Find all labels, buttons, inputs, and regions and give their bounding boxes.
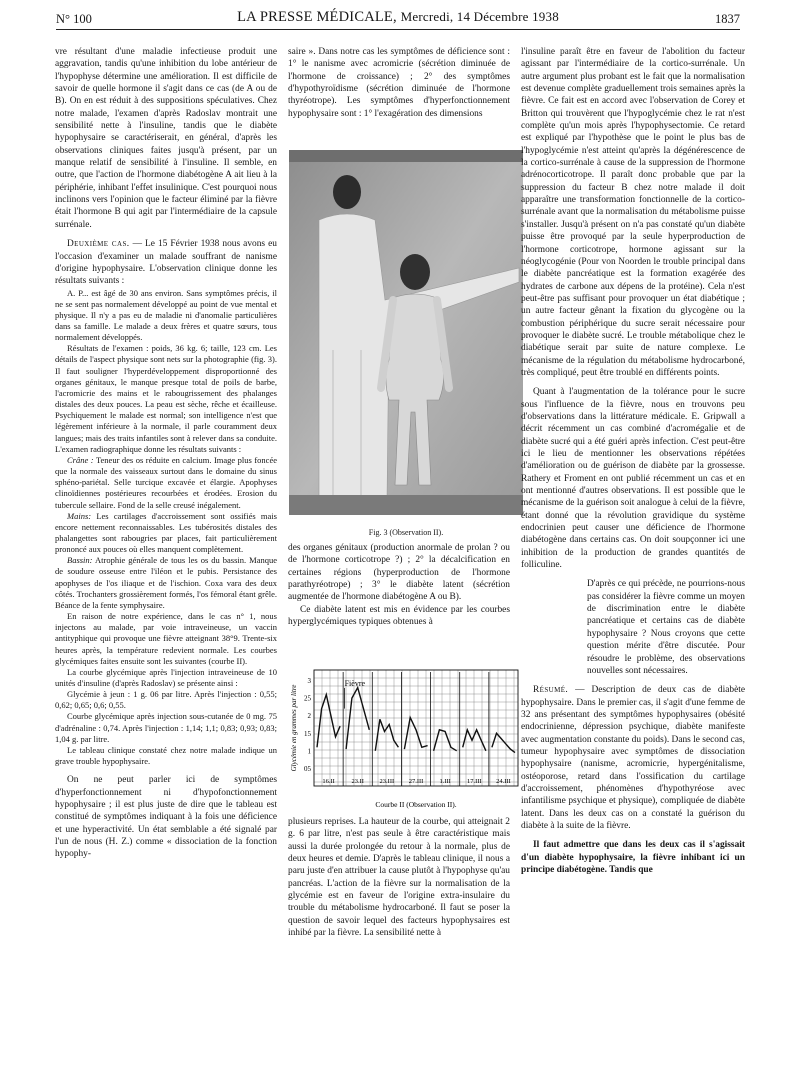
series-line — [375, 719, 398, 751]
paragraph: D'après ce qui précède, ne pourrions-nous pas considérer la fièvre comme un moyen de discrimination entre le diabète pancréatique et certains cas de diabète hypophysaire ? Nous croyons que cette question mérite d'être discutée. Pour résoudre le problème, des observations nouvelles sont nécessaires. — [587, 579, 745, 676]
y-tick-label: 3 — [307, 677, 311, 686]
label: Bassin: — [67, 555, 93, 566]
x-tick-label: 17.III — [466, 778, 482, 785]
issue-number: N° 100 — [56, 12, 92, 26]
paragraph: Glycémie à jeun : 1 g. 06 par litre. Après l'injection : 0,55; 0,62; 0,65; 0,6; 0,55. — [55, 689, 277, 711]
paragraph: des organes génitaux (production anormale de prolan ? ou de l'hormone corticotrope ?) ; 2° la décalcification en certaines régions (hyperproduction de l'hormone parathyréotrope) ; 3° le diabète latent (sécrétion augmentée de l'hormone diabétogène A ou B). — [288, 543, 510, 603]
glycemia-chart — [286, 664, 521, 811]
fever-annotation: Fièvre — [344, 678, 366, 688]
header-rule — [56, 29, 740, 30]
page-header — [56, 8, 740, 30]
label: Crâne : — [67, 454, 94, 465]
journal-title — [56, 9, 740, 26]
paragraph-text: Atrophie générale de tous les os du bassin. Manque de soudure osseuse entre l'iléon et le pubis. Persistance des apophyses de l'os iliaque et de l'ischion. Coxa vara des deux côtés. Trochanters grossièrement formés, l'os fémoral étant grêle. Béance de la fente symphysaire. — [55, 555, 277, 610]
paragraph-text: Teneur des os réduite en calcium. Image plus foncée que la normale des vaisseaux surtout dans le domaine du sinus sphéno-pariétal. Selle turcique excavée et élargie. Apophyses clinoïdiennes postérieures recourbées et érodées. Erosion du tubercule sellaire. Fond de la selle creusé inégalement. — [55, 454, 277, 510]
x-tick-label: 23.II — [351, 778, 364, 785]
paragraph — [55, 455, 277, 511]
y-tick-label: 1 — [307, 747, 311, 756]
column-left — [55, 46, 277, 861]
issue-date: Mercredi, 14 Décembre 1938 — [400, 9, 559, 24]
x-tick-label: 16.II — [322, 778, 335, 785]
x-tick-label: 23.III — [379, 778, 395, 785]
paragraph — [55, 511, 277, 556]
photo-placeholder — [289, 150, 523, 515]
series-line — [317, 695, 340, 748]
column-right — [521, 46, 745, 876]
paragraph: A. P... est âgé de 30 ans environ. Sans symptômes précis, il ne se sent pas normalement développé au point de vue mental et physique. Il n'y a pas eu de maladie ni d'anomalie particulières dans sa famille. Le malade a deux frères et quatre sœurs, tous normalement développés. — [55, 287, 277, 343]
journal-name: LA PRESSE MÉDICALE, — [237, 9, 397, 25]
case-heading: Deuxième cas. — [67, 239, 130, 250]
paragraph-text: Les cartilages d'accroissement sont ossifiés mais encore nettement reconnaissables. Les tubérosités distales des phalangettes sont rabougries par places, fait particulièrement prononcé aux pouces où elles manquent complètement. — [55, 510, 277, 555]
paragraph: Résultats de l'examen : poids, 36 kg. 6; taille, 123 cm. Les détails de l'aspect physique sont nets sur la photographie (fig. 3). Il faut souligner l'hyperdéveloppement disproportionné des organes génitaux, le manque presque total de poils de barbe, l'acromicrie des mains et le rabougrissement des phalanges distales des deux pouces. La peau est sèche, rêche et écailleuse. Psychiquement le malade est normal; son intelligence n'est que légèrement inférieure à la normale, il parle couramment deux langues; mais des traits infantiles sont à relever dans sa conduite. L'examen radiographique donne les résultats suivants : — [55, 343, 277, 454]
paragraph — [521, 684, 745, 832]
x-tick-label: 27.III — [408, 778, 424, 785]
paragraph: Il faut admettre que dans les deux cas il s'agissait d'un diabète hypophysaire, la fièvre inhibant ici un principe diabétogène. Tandis que — [521, 840, 745, 875]
chart-svg — [286, 664, 521, 811]
y-tick-label: 25 — [304, 694, 311, 703]
paragraph: Ce diabète latent est mis en évidence par les courbes hyperglycémiques typiques obtenues à — [288, 604, 510, 628]
x-tick-label: 1.III — [439, 778, 451, 785]
series-line — [404, 718, 427, 750]
paragraph-text: — Le 15 Février 1938 nous avons eu l'occasion d'examiner un malade souffrant de nanisme d'origine hypophysaire. L'observation clinique donne les résultats suivants : — [55, 239, 277, 287]
series-line — [434, 730, 457, 751]
y-tick-label: 15 — [304, 729, 311, 738]
y-tick-label: 2 — [307, 712, 311, 721]
paragraph: saire ». Dans notre cas les symptômes de déficience sont : 1° le nanisme avec acromicrie (sécrétion diminuée de l'hormone de croissance) ; 2° des symptômes d'hypothyroïdisme (sécrétion diminuée de l'hormone thyréotrope). Les symptômes d'hyperfonctionnement hypophysaire sont : 1° l'exagération des dimensions — [288, 47, 510, 119]
column-middle-center — [288, 542, 510, 628]
column-middle-top — [288, 46, 510, 120]
paragraph: Quant à l'augmentation de la tolérance pour le sucre sous l'influence de la fièvre, nous en trouvons peu d'observations dans la littérature médicale. E. Gripwall a décrit récemment un cas combiné d'acromégalie et de diabète sucré qui a été guéri après infection. C'est peut-être ici le lieu de mentionner les observations répétées d'amélioration ou de guérison de diabète par la grossesse. Rathery et Froment en ont publié récemment un cas et en ont mentionné d'autres observations. Il est possible que le mécanisme de la guérison soit analogue à celui de la fièvre, étant donné que la révolution gravidique du système endocrinien peut causer une déficience de l'hormone diabétogène dans certains cas. On doit soupçonner ici une inhibition de la production de grandes quantités de folliculine. — [521, 387, 745, 571]
summary-heading: Résumé. — [533, 685, 569, 696]
column-middle-bottom — [288, 816, 510, 939]
paragraph: La courbe glycémique après l'injection intraveineuse de 10 unités d'insuline (d'après Radoslav) se présente ainsi : — [55, 666, 277, 688]
x-tick-label: 24.III — [496, 778, 511, 785]
paragraph: En raison de notre expérience, dans le cas n° 1, nous injectons au malade, par voie intraveineuse, un vaccin antityphique qui provoque une fièvre atteignant 38°9. Trente-six heures après, la température redevient normale. Les courbes glycémiques faites ensuite sont les suivantes (courbe II). — [55, 611, 277, 666]
y-tick-label: 05 — [304, 764, 311, 773]
paragraph — [55, 555, 277, 611]
paragraph: vre résultant d'une maladie infectieuse produit une aggravation, tandis qu'une inhibition du lobe antérieur de l'hypophyse détermine une amélioration. Il est difficile de savoir de quelle hormone il s'agit dans ce cas (de A ou de B). On en est réduit à des suppositions spéculatives. Chez notre malade, l'examen d'après Radoslav montrait une sensibilité nette à l'insuline, tandis que le diabète hypophysaire se caractériserait, en général, d'après les observations cliniques faites jusqu'à présent, par un manque relatif de sensibilité à l'insuline. Il semble, en outre, que l'action de l'hormone diabétogène A ait lieu à la périphérie, inhibant l'effet insulinique. C'est pourquoi nous inclinons vers l'opinion que le facteur éliminé par la fièvre était l'hormone B qui agit par l'intermédiaire de la capsule surrénale. — [55, 47, 277, 230]
paragraph — [55, 238, 277, 287]
paragraph: On ne peut parler ici de symptômes d'hyperfonctionnement ni d'hypofonctionnement hypophysaire ; il est plus juste de dire que le tableau est constitué de symptômes indiquant à la fois une déficience et une hyperactivité. Un état semblable a été signalé par l'un de nous (H. Z.) comme « dissociation de la fonction hypophy- — [55, 775, 277, 860]
patient-photograph — [289, 150, 523, 515]
paragraph: Courbe glycémique après injection sous-cutanée de 0 mg. 75 d'adrénaline : 0,74. Après l'injection : 1,14; 1,1; 0,83; 0,93; 0,83; 1,04 g. par litre. — [55, 711, 277, 744]
paragraph-text: — Description de deux cas de diabète hypophysaire. Dans le premier cas, il s'agit d'une femme de 32 ans présentant des symptômes hypophysaires (obésité endocrinienne, dépression psychique, diabète manifeste avec augmentation constante du poids). Dans le second cas, tumeur hypophysaire avec symptômes de dissociation hypophysaire (nanisme, acromicrie, hypergénitalisme, ostéoporose, retard dans l'ossification du cartilage d'accroissement, phénomènes d'hypothyréose avec infantilisme psychique et physique), compliquée de diabète latent. Dans les deux cas on a constaté la guérison du diabète à la suite de la fièvre. — [521, 685, 745, 831]
paragraph: l'insuline paraît être en faveur de l'abolition du facteur agissant par l'intermédiaire de la cortico-surrénale. Un autre argument plus probant est le fait que la normalisation est devenue complète graduellement trois semaines après la fièvre. Ce fait est en accord avec l'observation de Corey et Britton qui trouvèrent que l'hypoglycémie chez le rat n'est complète qu'un mois après l'hypophysectomie. Ce retard est expliqué par l'hypothèse que le point le plus bas de l'hypoglycémie n'est atteint qu'après la dégénérescence de la cortico-surrénale à cause de la suppression de l'hormone adrénocorticotrope. Il paraît donc probable que par la suppression du facteur B chez notre malade il doit apparaître une transformation fonctionnelle de la cortico-surrénale avant que la normalisation du métabolisme puisse s'installer. Jusqu'à présent on n'a pas constaté qu'un diabète puisse être provoqué par la seule hyperproduction de l'hormone corticotrope, hormone agissant sur la néoglycogénie (Pour von Noorden le trouble principal dans le diabète pancréatique est la formation exagérée des hydrates de carbone aux dépens de la protéine). Cela n'est peut-être pas suffisant pour provoquer un état diabétique ; un autre facteur gênant la fixation du glycogène ou la combustion périphérique du sucre serait nécessaire pour provoquer le diabète sucré. Le trouble métabolique chez le diabétique serait par suite de nature complexe. Le mécanisme de la régulation du métabolisme hydrocarboné, très compliqué, peut être troublé en différents points. — [521, 47, 745, 378]
label: Mains: — [67, 510, 92, 521]
paragraph: Le tableau clinique constaté chez notre malade indique un grave trouble hypophysaire. — [55, 744, 277, 767]
series-line — [346, 688, 369, 750]
chart-caption: Courbe II (Observation II). — [375, 800, 457, 809]
y-axis-label: Glycémie en grammes par litre — [290, 684, 298, 772]
series-line — [492, 733, 515, 752]
page-number: 1837 — [715, 12, 740, 26]
paragraph: plusieurs reprises. La hauteur de la courbe, qui atteignait 2 g. 6 par litre, n'est pas seule à être caractéristique mais aussi la durée prolongée du retour à la normale, plus de deux heures et demie. D'après le tableau clinique, il nous a paru juste d'en attribuer la cause plutôt à l'hypophyse qu'au pancréas. L'action de la fièvre sur la normalisation de la glycémie est en faveur de l'origine extra-insulaire du trouble du métabolisme hydrocarboné. Il faut se poser la question de savoir lequel des facteurs hypophysaires est inhibé par la fièvre. La sensibilité nette à — [288, 817, 510, 939]
figure-caption: Fig. 3 (Observation II). — [368, 528, 444, 537]
